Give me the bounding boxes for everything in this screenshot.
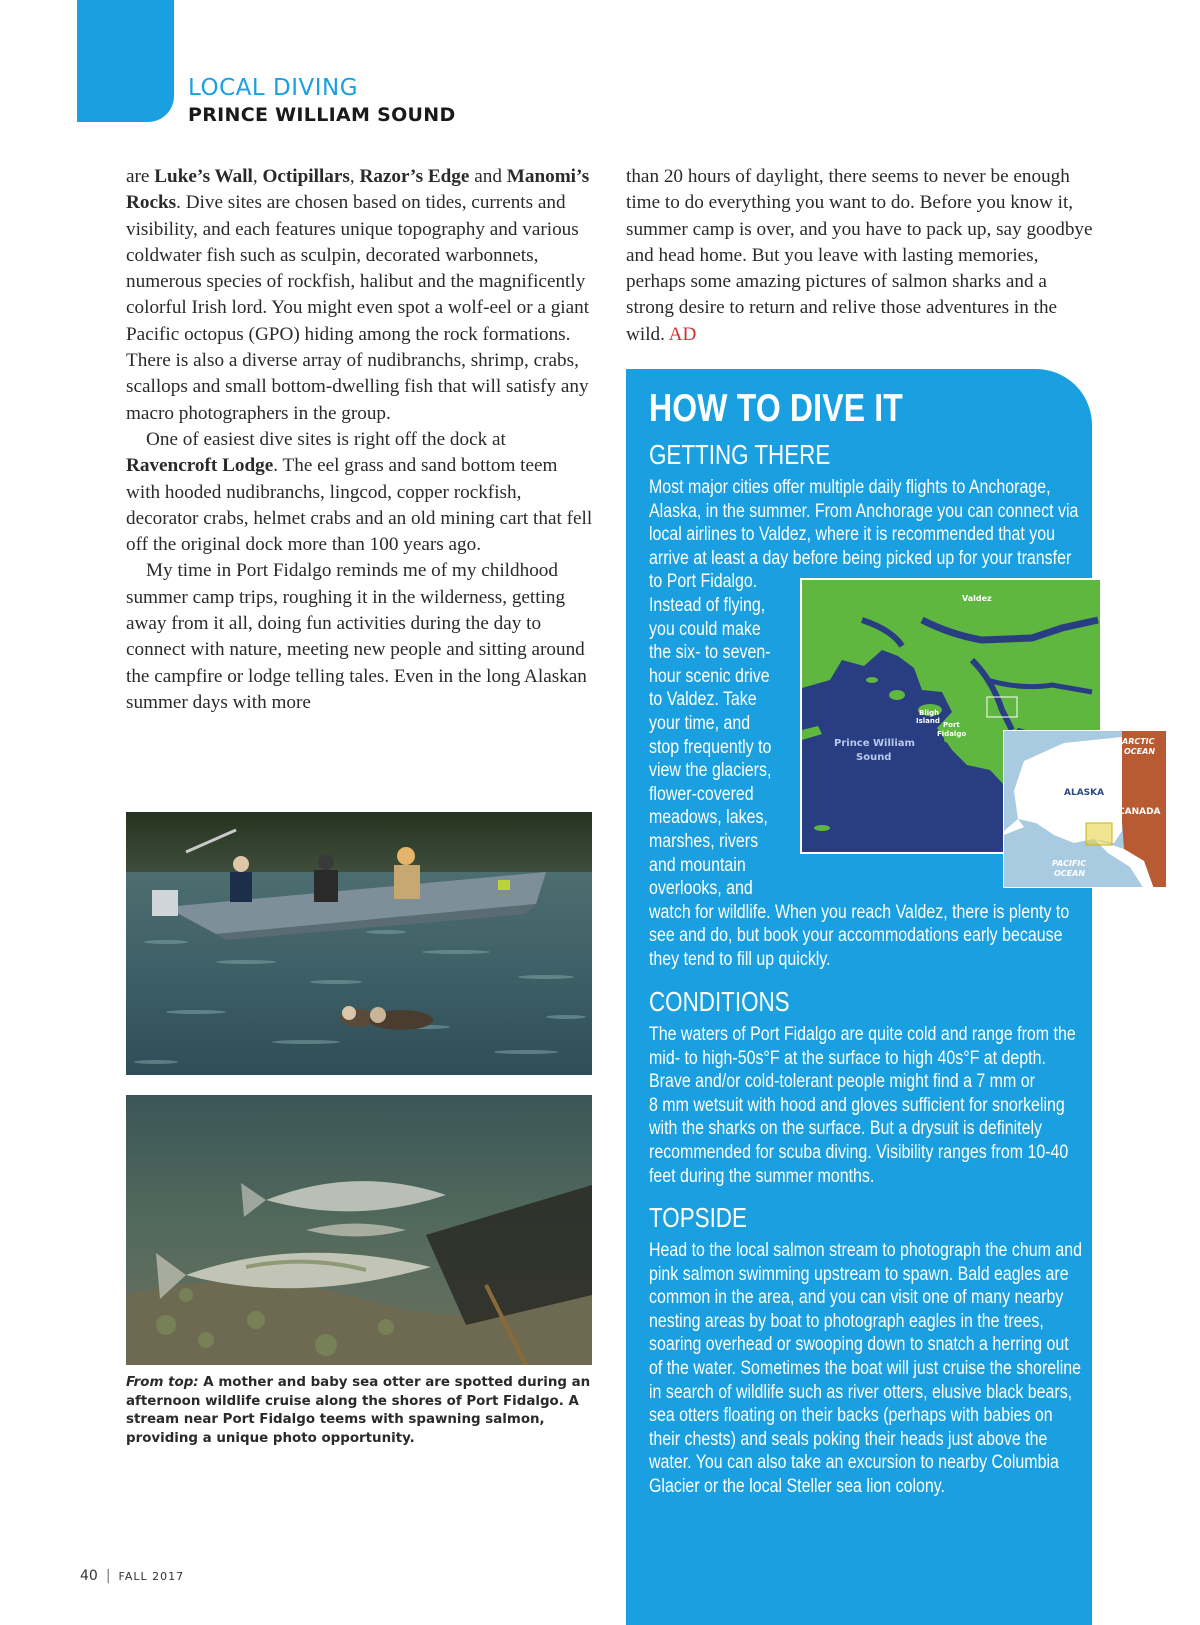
- article-column-right: [626, 164, 1096, 348]
- text-line: to Valdez. Take: [649, 689, 757, 711]
- inset-label-arctic-ocean: OCEAN: [1124, 747, 1156, 756]
- map-label-bligh: Bligh: [919, 709, 940, 717]
- text-line: water. You can also take an excursion to nearby Columbia: [649, 1452, 1059, 1474]
- text-line: your time, and: [649, 712, 751, 734]
- text-run: One of easiest dive sites is right off the dock at: [146, 428, 506, 450]
- topside-heading: TOPSIDE: [649, 1202, 747, 1233]
- spawning-salmon-photo-image: [126, 1095, 592, 1365]
- text-line: of the water. Sometimes the boat will just cruise the shoreline: [649, 1357, 1082, 1379]
- article-paragraph: [126, 164, 596, 427]
- inset-label-arctic: ARCTIC: [1122, 737, 1155, 746]
- issue-label: FALL 2017: [118, 1570, 185, 1583]
- text-line: soaring overhead or swooping down to snatch a herring out: [649, 1334, 1069, 1356]
- text-run: ,: [349, 166, 360, 187]
- text-line: they tend to fill up quickly.: [649, 948, 831, 970]
- sea-otter-photo: [126, 812, 592, 1075]
- section-color-tab: [77, 0, 174, 122]
- text-line: hour scenic drive: [649, 665, 770, 687]
- text-line: marshes, rivers: [649, 830, 759, 852]
- text-line: see and do, but book your accommodations early because: [649, 925, 1063, 947]
- text-line: common in the area, and you can visit one of many nearby: [649, 1287, 1064, 1309]
- map-label-port: Port: [943, 721, 960, 729]
- text-line: stop frequently to: [649, 736, 772, 758]
- article-column-left: [126, 164, 596, 716]
- text-line: Most major cities offer multiple daily flights to Anchorage,: [649, 477, 1051, 498]
- map-label-prince-william: Prince William: [834, 738, 915, 749]
- text-line: Brave and/or cold-tolerant people might find a 7 mm or: [649, 1071, 1035, 1093]
- how-to-dive-it-sidebar: [626, 369, 1092, 1625]
- inset-label-pacific-ocean: OCEAN: [1054, 869, 1086, 878]
- article-paragraph: [626, 164, 1096, 348]
- inset-label-pacific: PACIFIC: [1052, 859, 1087, 868]
- sidebar-title: HOW TO DIVE IT: [649, 387, 904, 430]
- text-line: view the glaciers,: [649, 760, 772, 782]
- text-line: and mountain: [649, 854, 746, 876]
- text-line: feet during the summer months.: [649, 1165, 875, 1187]
- text-line: with the sharks on the surface. But a drysuit is definitely: [649, 1118, 1042, 1140]
- text-line: to Port Fidalgo.: [649, 571, 758, 593]
- article-paragraph: My time in Port Fidalgo reminds me of my childhood summer camp trips, roughing it in the wilderness, getting away from it all, doing fun activities during the day to connect with nature, meeting new people and sitting around the campfire or lodge telling tales. Even in the long Alaskan summer days with more: [126, 560, 587, 713]
- text-line: 8 mm wetsuit with hood and gloves sufficient for snorkeling: [649, 1094, 1065, 1116]
- text-line: meadows, lakes,: [649, 807, 768, 829]
- map-label-fidalgo: Fidalgo: [937, 730, 967, 738]
- text-line: watch for wildlife. When you reach Valdez, there is plenty to: [649, 901, 1070, 923]
- getting-there-heading: GETTING THERE: [649, 439, 831, 470]
- text-run: ,: [252, 166, 263, 187]
- caption-text: A mother and baby sea otter are spotted during an afternoon wildlife cruise along the shores of Port Fidalgo. A stream near Port Fidalgo teems with spawning salmon, providing a unique photo opportunity.: [126, 1375, 591, 1447]
- map-label-island: Island: [916, 717, 940, 725]
- text-line: Alaska, in the summer. From Anchorage you can connect via: [649, 500, 1079, 522]
- text-line: the six- to seven-: [649, 642, 771, 664]
- text-line: overlooks, and: [649, 878, 753, 900]
- conditions-text: [649, 1023, 1086, 1188]
- sea-otter-photo-image: [126, 812, 592, 1075]
- text-line: their chests) and seals poking their heads just above the: [649, 1428, 1048, 1450]
- page-footer: [80, 1568, 184, 1584]
- photo-caption: [126, 1374, 596, 1449]
- article-paragraph: [126, 427, 596, 558]
- text-line: in search of wildlife such as river otters, elusive black bears,: [649, 1381, 1073, 1403]
- text-line: local airlines to Valdez, where it is recommended that you: [649, 524, 1056, 546]
- text-line: recommended for scuba diving. Visibility ranges from 10-40: [649, 1141, 1069, 1163]
- topside-text: [649, 1239, 1086, 1499]
- section-subtitle: PRINCE WILLIAM SOUND: [188, 104, 456, 126]
- text-line: sea otters floating on their backs (perhaps with babies on: [649, 1405, 1053, 1427]
- text-run: . Dive sites are chosen based on tides, currents and visibility, and each features unique topography and various coldwater fish such as sculpin, decorated warbonnets, numerous species of rockfish, halibut and the magnificently colorful Irish lord. You might even spot a wolf-eel or a giant Pacific octopus (GPO) hiding among the rock formations. There is also a diverse array of nudibranchs, shrimp, crabs, scallops and small bottom-dwelling fish that will satisfy any macro photographers in the group.: [126, 192, 590, 424]
- text-run: . The eel grass and sand bottom teem with hooded nudibranchs, lingcod, copper rockfish, decorator crabs, helmet crabs and an old mining cart that fell off the original dock more than 100 years ago.: [126, 455, 593, 556]
- map-label-valdez: Valdez: [962, 594, 992, 603]
- footer-separator: |: [105, 1568, 111, 1584]
- text-line: The waters of Port Fidalgo are quite cold and range from the: [649, 1024, 1076, 1045]
- text-line: pink salmon swimming upstream to spawn. Bald eagles are: [649, 1263, 1069, 1285]
- inset-label-alaska: ALASKA: [1064, 788, 1105, 798]
- dive-site-name: Manomi’s Rocks: [126, 166, 590, 214]
- text-line: you could make: [649, 618, 761, 640]
- dive-site-name: Octipillars: [262, 166, 350, 187]
- text-line: arrive at least a day before being picked up for your transfer: [649, 547, 1072, 569]
- text-line: nesting areas by boat to photograph eagles in the trees,: [649, 1310, 1044, 1332]
- text-run: are: [126, 166, 155, 187]
- text-run: and: [469, 166, 507, 187]
- conditions-heading: CONDITIONS: [649, 986, 790, 1017]
- lodge-name: Ravencroft Lodge: [126, 455, 274, 477]
- text-run: than 20 hours of daylight, there seems to never be enough time to do everything you want to do. Before you know it, summer camp is over, and you have to pack up, say goodbye and head home. But you leave with lasting memories, perhaps some amazing pictures of salmon sharks and a strong desire to return and relive those adventures in the wild.: [626, 166, 1093, 345]
- inset-label-canada: CANADA: [1118, 807, 1161, 817]
- dive-site-name: Razor’s Edge: [359, 166, 470, 187]
- text-line: mid- to high-50s°F at the surface to high 40s°F at depth.: [649, 1047, 1046, 1069]
- map-label-sound: Sound: [856, 752, 892, 763]
- text-line: flower-covered: [649, 783, 754, 805]
- text-line: Instead of flying,: [649, 594, 766, 616]
- dive-site-name: Luke’s Wall: [154, 166, 253, 187]
- section-kicker: LOCAL DIVING: [188, 75, 359, 101]
- text-line: Glacier or the local Steller sea lion colony.: [649, 1475, 945, 1497]
- caption-lead: From top:: [126, 1375, 199, 1390]
- alaska-locator-map: [1003, 730, 1167, 888]
- text-line: Head to the local salmon stream to photograph the chum and: [649, 1240, 1082, 1261]
- end-mark: AD: [668, 323, 697, 345]
- spawning-salmon-photo: [126, 1095, 592, 1365]
- page-number: 40: [80, 1568, 98, 1584]
